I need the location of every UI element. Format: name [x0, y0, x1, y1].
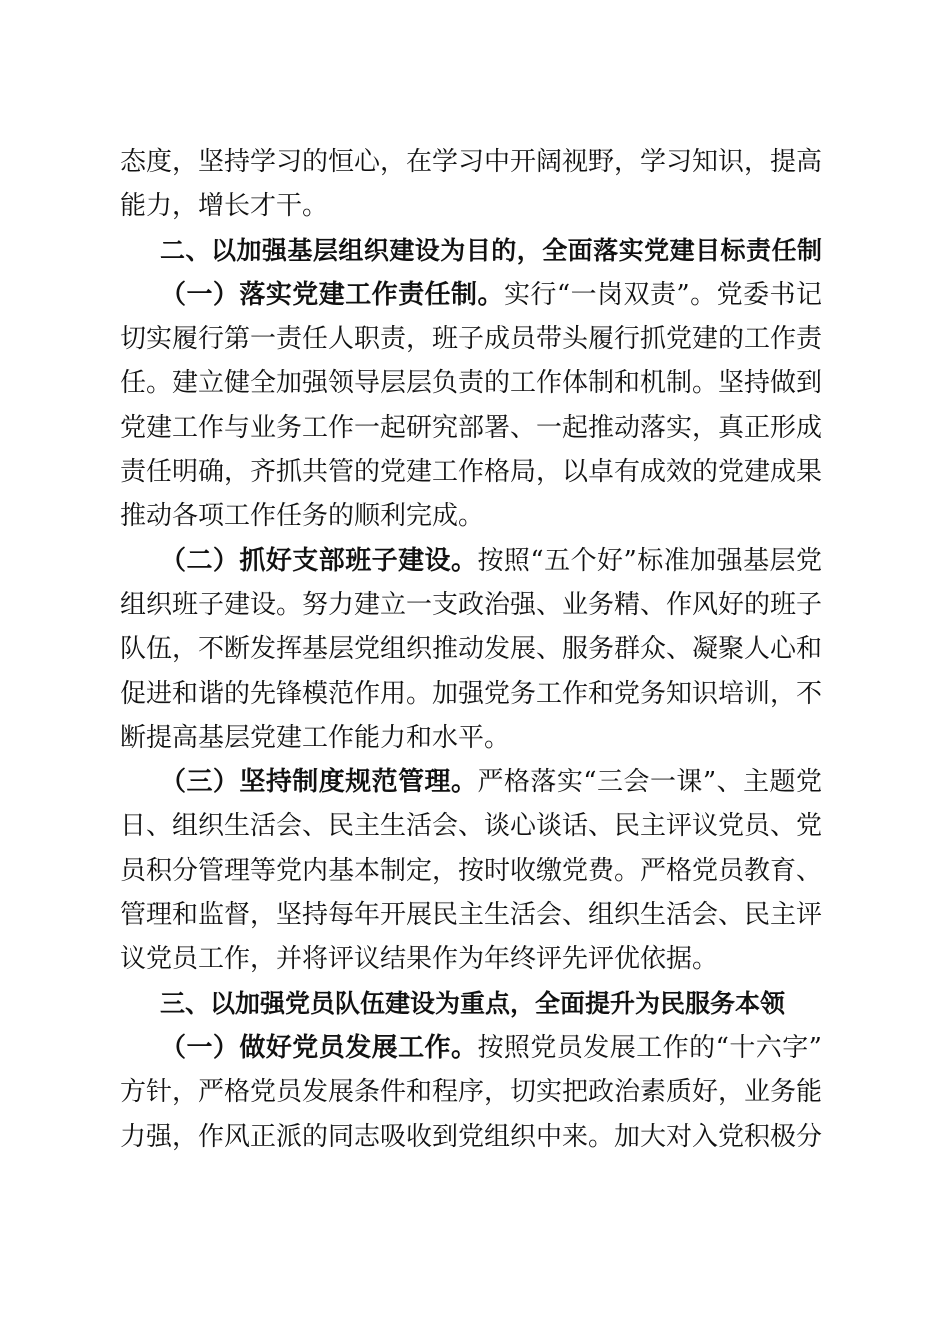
- body-text: 按照“五个好”标准加强基层党: [477, 545, 822, 576]
- body-line: 员积分管理等党内基本制定，按时收缴党费。严格党员教育、: [120, 855, 822, 886]
- body-line: 态度，坚持学习的恒心，在学习中开阔视野，学习知识，提高: [120, 147, 822, 177]
- body-line: 议党员工作，并将评议结果作为年终评先评优依据。: [120, 944, 719, 975]
- body-line: 切实履行第一责任人职责，班子成员带头履行抓党建的工作责: [120, 324, 822, 355]
- body-line: 方针，严格党员发展条件和程序，切实把政治素质好，业务能: [120, 1077, 822, 1108]
- body-line: 任。建立健全加强领导层层负责的工作体制和机制。坚持做到: [120, 368, 822, 399]
- body-line: 能力，增长才干。: [120, 191, 329, 222]
- body-line: 断提高基层党建工作能力和水平。: [120, 722, 511, 753]
- body-line: 力强，作风正派的同志吸收到党组织中来。加大对入党积极分: [120, 1121, 822, 1152]
- body-text: 按照党员发展工作的“十六字”: [477, 1032, 822, 1063]
- section-heading: 二、以加强基层组织建设为目的，全面落实党建目标责任制: [160, 235, 822, 265]
- subsection-title: （三）坚持制度规范管理。: [160, 767, 478, 798]
- subsection-title: （一）做好党员发展工作。: [160, 1032, 478, 1063]
- body-line: 管理和监督，坚持每年开展民主生活会、组织生活会、民主评: [120, 900, 822, 931]
- document-page: [120, 140, 822, 1159]
- body-text: 严格落实“三会一课”、主题党: [477, 767, 822, 798]
- body-line: 党建工作与业务工作一起研究部署、一起推动落实，真正形成: [120, 412, 822, 443]
- section-heading: 三、以加强党员队伍建设为重点，全面提升为民服务本领: [160, 988, 786, 1018]
- body-line: 组织班子建设。努力建立一支政治强、业务精、作风好的班子: [120, 589, 822, 620]
- body-text: 实行“一岗双责”。党委书记: [503, 279, 822, 310]
- subsection-title: （一）落实党建工作责任制。: [160, 279, 504, 310]
- body-line: 促进和谐的先锋模范作用。加强党务工作和党务知识培训，不: [120, 678, 822, 709]
- subsection-title: （二）抓好支部班子建设。: [160, 545, 478, 576]
- body-line: 责任明确，齐抓共管的党建工作格局，以卓有成效的党建成果: [120, 457, 822, 488]
- body-line: 日、组织生活会、民主生活会、谈心谈话、民主评议党员、党: [120, 811, 822, 842]
- body-line: 推动各项工作任务的顺利完成。: [120, 501, 485, 532]
- subsection-line: [120, 273, 822, 317]
- subsection-line: [120, 760, 822, 804]
- body-line: 队伍，不断发挥基层党组织推动发展、服务群众、凝聚人心和: [120, 634, 822, 665]
- subsection-line: [120, 539, 822, 583]
- subsection-line: [120, 1026, 822, 1070]
